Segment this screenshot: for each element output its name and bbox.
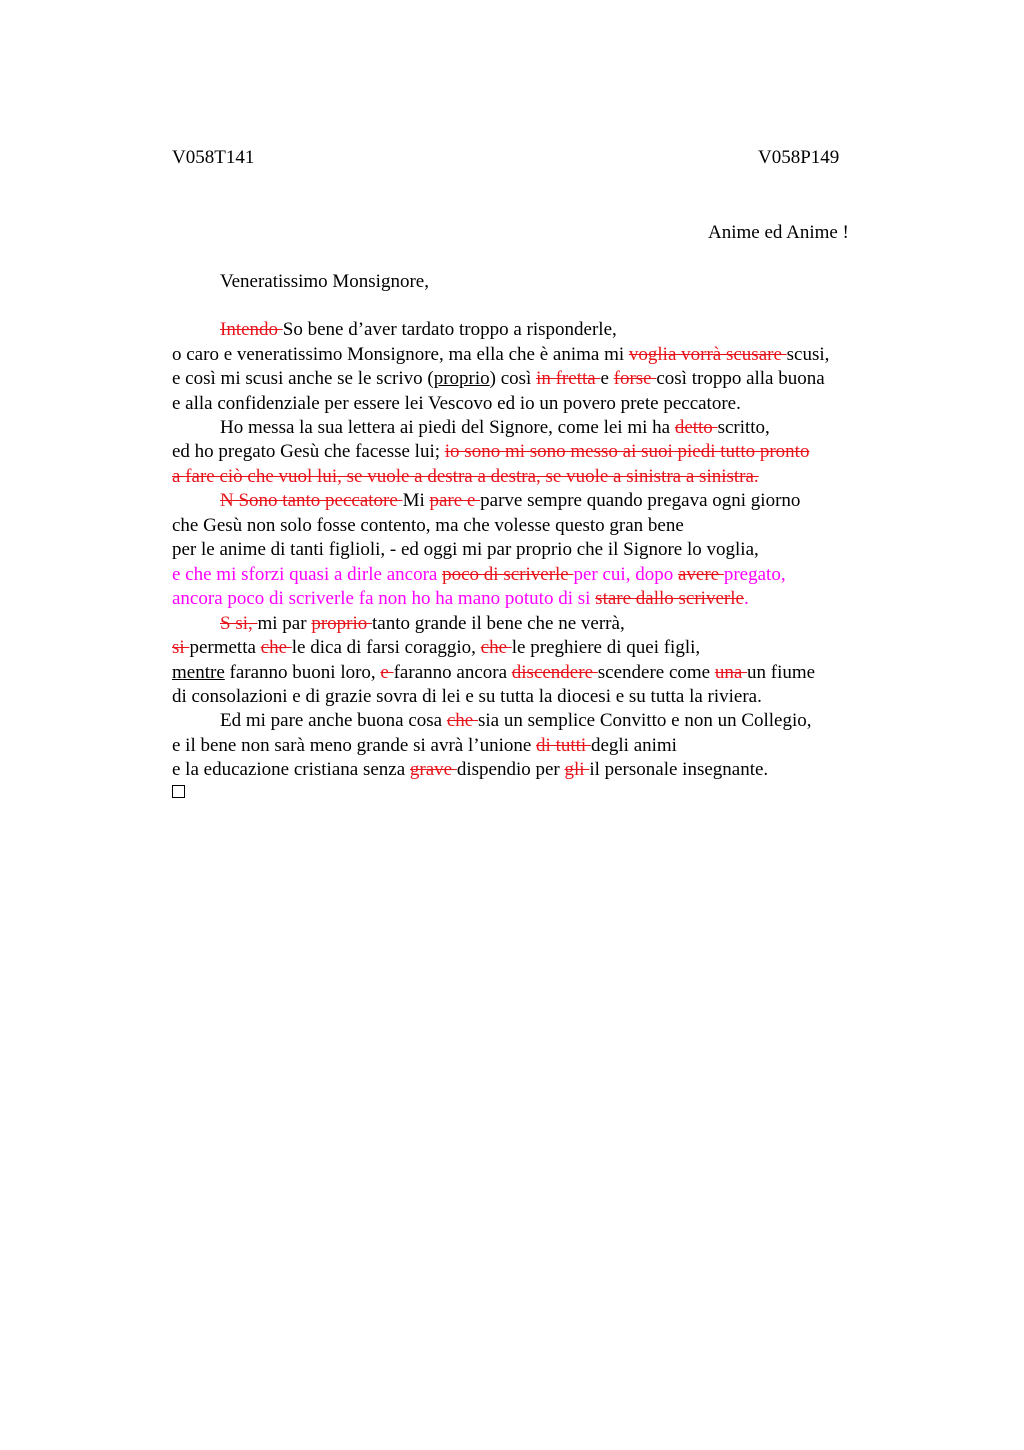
deleted-text: io sono mi sono messo ai suoi piedi tutto pronto (444, 441, 810, 462)
deleted-text: forse (613, 368, 657, 389)
text-line (172, 758, 768, 782)
line-text: scritto, (717, 417, 770, 438)
line-text: mi par (257, 613, 312, 634)
text-line (172, 734, 677, 758)
line-text: e alla confidenziale per essere lei Vescovo ed io un povero prete peccatore. (172, 393, 741, 414)
text-line (220, 709, 812, 733)
text-line (220, 318, 617, 342)
line-text: faranno buoni loro, (224, 662, 381, 683)
deleted-text: di tutti (536, 735, 591, 756)
deleted-text: a fare ciò che vuol lui, se vuole a destra a destra, se vuole a sinistra a sinistra. (172, 466, 759, 487)
deleted-text: N Sono tanto peccatore (220, 490, 403, 511)
line-text: sia un semplice Convitto e non un Collegio, (477, 710, 812, 731)
underlined-text: proprio (433, 368, 490, 389)
deleted-text: poco di scriverle (442, 564, 574, 585)
motto: Anime ed Anime ! (708, 222, 849, 243)
line-text: scendere come (597, 662, 715, 683)
inserted-text: ancora poco di scriverle fa non ho ha mano potuto di si (172, 588, 596, 609)
text-line (172, 538, 759, 562)
deleted-text: si (172, 637, 190, 658)
text-line (172, 440, 809, 464)
document-code-left: V058T141 (172, 147, 255, 168)
deleted-text: che (480, 637, 512, 658)
text-line (172, 367, 825, 391)
text-line (172, 636, 700, 660)
line-text: un fiume (747, 662, 816, 683)
deleted-text: proprio (311, 613, 373, 634)
inserted-text: pregato, (723, 564, 786, 585)
line-text: ) così (489, 368, 537, 389)
line-text: e così mi scusi anche se le scrivo ( (172, 368, 434, 389)
line-text: e (600, 368, 614, 389)
deleted-text: discendere (511, 662, 598, 683)
line-text: So bene d’aver tardato troppo a risponderle, (282, 319, 617, 340)
line-text: e il bene non sarà meno grande si avrà l’unione (172, 735, 537, 756)
deleted-text: gli (564, 759, 590, 780)
text-line (220, 489, 800, 513)
line-text: degli animi (590, 735, 677, 756)
deleted-text: stare dallo scriverle (595, 588, 744, 609)
line-text: dispendio per (456, 759, 565, 780)
inserted-text: per cui, dopo (573, 564, 678, 585)
deleted-text: che (260, 637, 292, 658)
line-text: per le anime di tanti figlioli, - ed oggi mi par proprio che il Signore lo voglia, (172, 539, 759, 560)
deleted-text: voglia vorrà scusare (628, 344, 787, 365)
deleted-text: pare e (429, 490, 481, 511)
text-line (172, 465, 759, 489)
line-text: parve sempre quando pregava ogni giorno (480, 490, 801, 511)
deleted-text: che (446, 710, 478, 731)
deleted-text: una (714, 662, 748, 683)
deleted-text: S si, (220, 613, 258, 634)
deleted-text: e (380, 662, 394, 683)
line-text: permetta (189, 637, 261, 658)
text-line (172, 685, 762, 709)
line-text: Mi (402, 490, 430, 511)
underlined-text: mentre (172, 662, 225, 683)
text-line (172, 392, 741, 416)
line-text: ed ho pregato Gesù che facesse lui; (172, 441, 445, 462)
text-line (172, 343, 829, 367)
text-line (172, 587, 749, 611)
deleted-text: Intendo (220, 319, 283, 340)
line-text: così troppo alla buona (656, 368, 825, 389)
empty-square-icon (172, 785, 185, 798)
inserted-text: . (743, 588, 749, 609)
document-code-right: V058P149 (758, 147, 840, 168)
line-text: di consolazioni e di grazie sovra di lei e su tutta la diocesi e su tutta la riviera. (172, 686, 762, 707)
inserted-text: e che mi sforzi quasi a dirle ancora (172, 564, 443, 585)
line-text: le preghiere di quei figli, (511, 637, 701, 658)
deleted-text: grave (409, 759, 457, 780)
line-text: Ho messa la sua lettera ai piedi del Signore, come lei mi ha (220, 417, 675, 438)
line-text: le dica di farsi coraggio, (291, 637, 481, 658)
line-text: faranno ancora (393, 662, 512, 683)
deleted-text: detto (674, 417, 718, 438)
deleted-text: in fretta (536, 368, 601, 389)
line-text: tanto grande il bene che ne verrà, (372, 613, 625, 634)
line-text: Ed mi pare anche buona cosa (220, 710, 447, 731)
line-text: e la educazione cristiana senza (172, 759, 410, 780)
line-text: scusi, (786, 344, 830, 365)
line-text: o caro e veneratissimo Monsignore, ma ella che è anima mi (172, 344, 629, 365)
text-line (220, 416, 770, 440)
text-line (172, 661, 815, 685)
line-text: il personale insegnante. (589, 759, 769, 780)
text-line (220, 612, 625, 636)
text-line (172, 514, 684, 538)
line-text: che Gesù non solo fosse contento, ma che volesse questo gran bene (172, 515, 684, 536)
deleted-text: avere (677, 564, 724, 585)
salutation: Veneratissimo Monsignore, (220, 271, 429, 292)
text-line (172, 563, 786, 587)
